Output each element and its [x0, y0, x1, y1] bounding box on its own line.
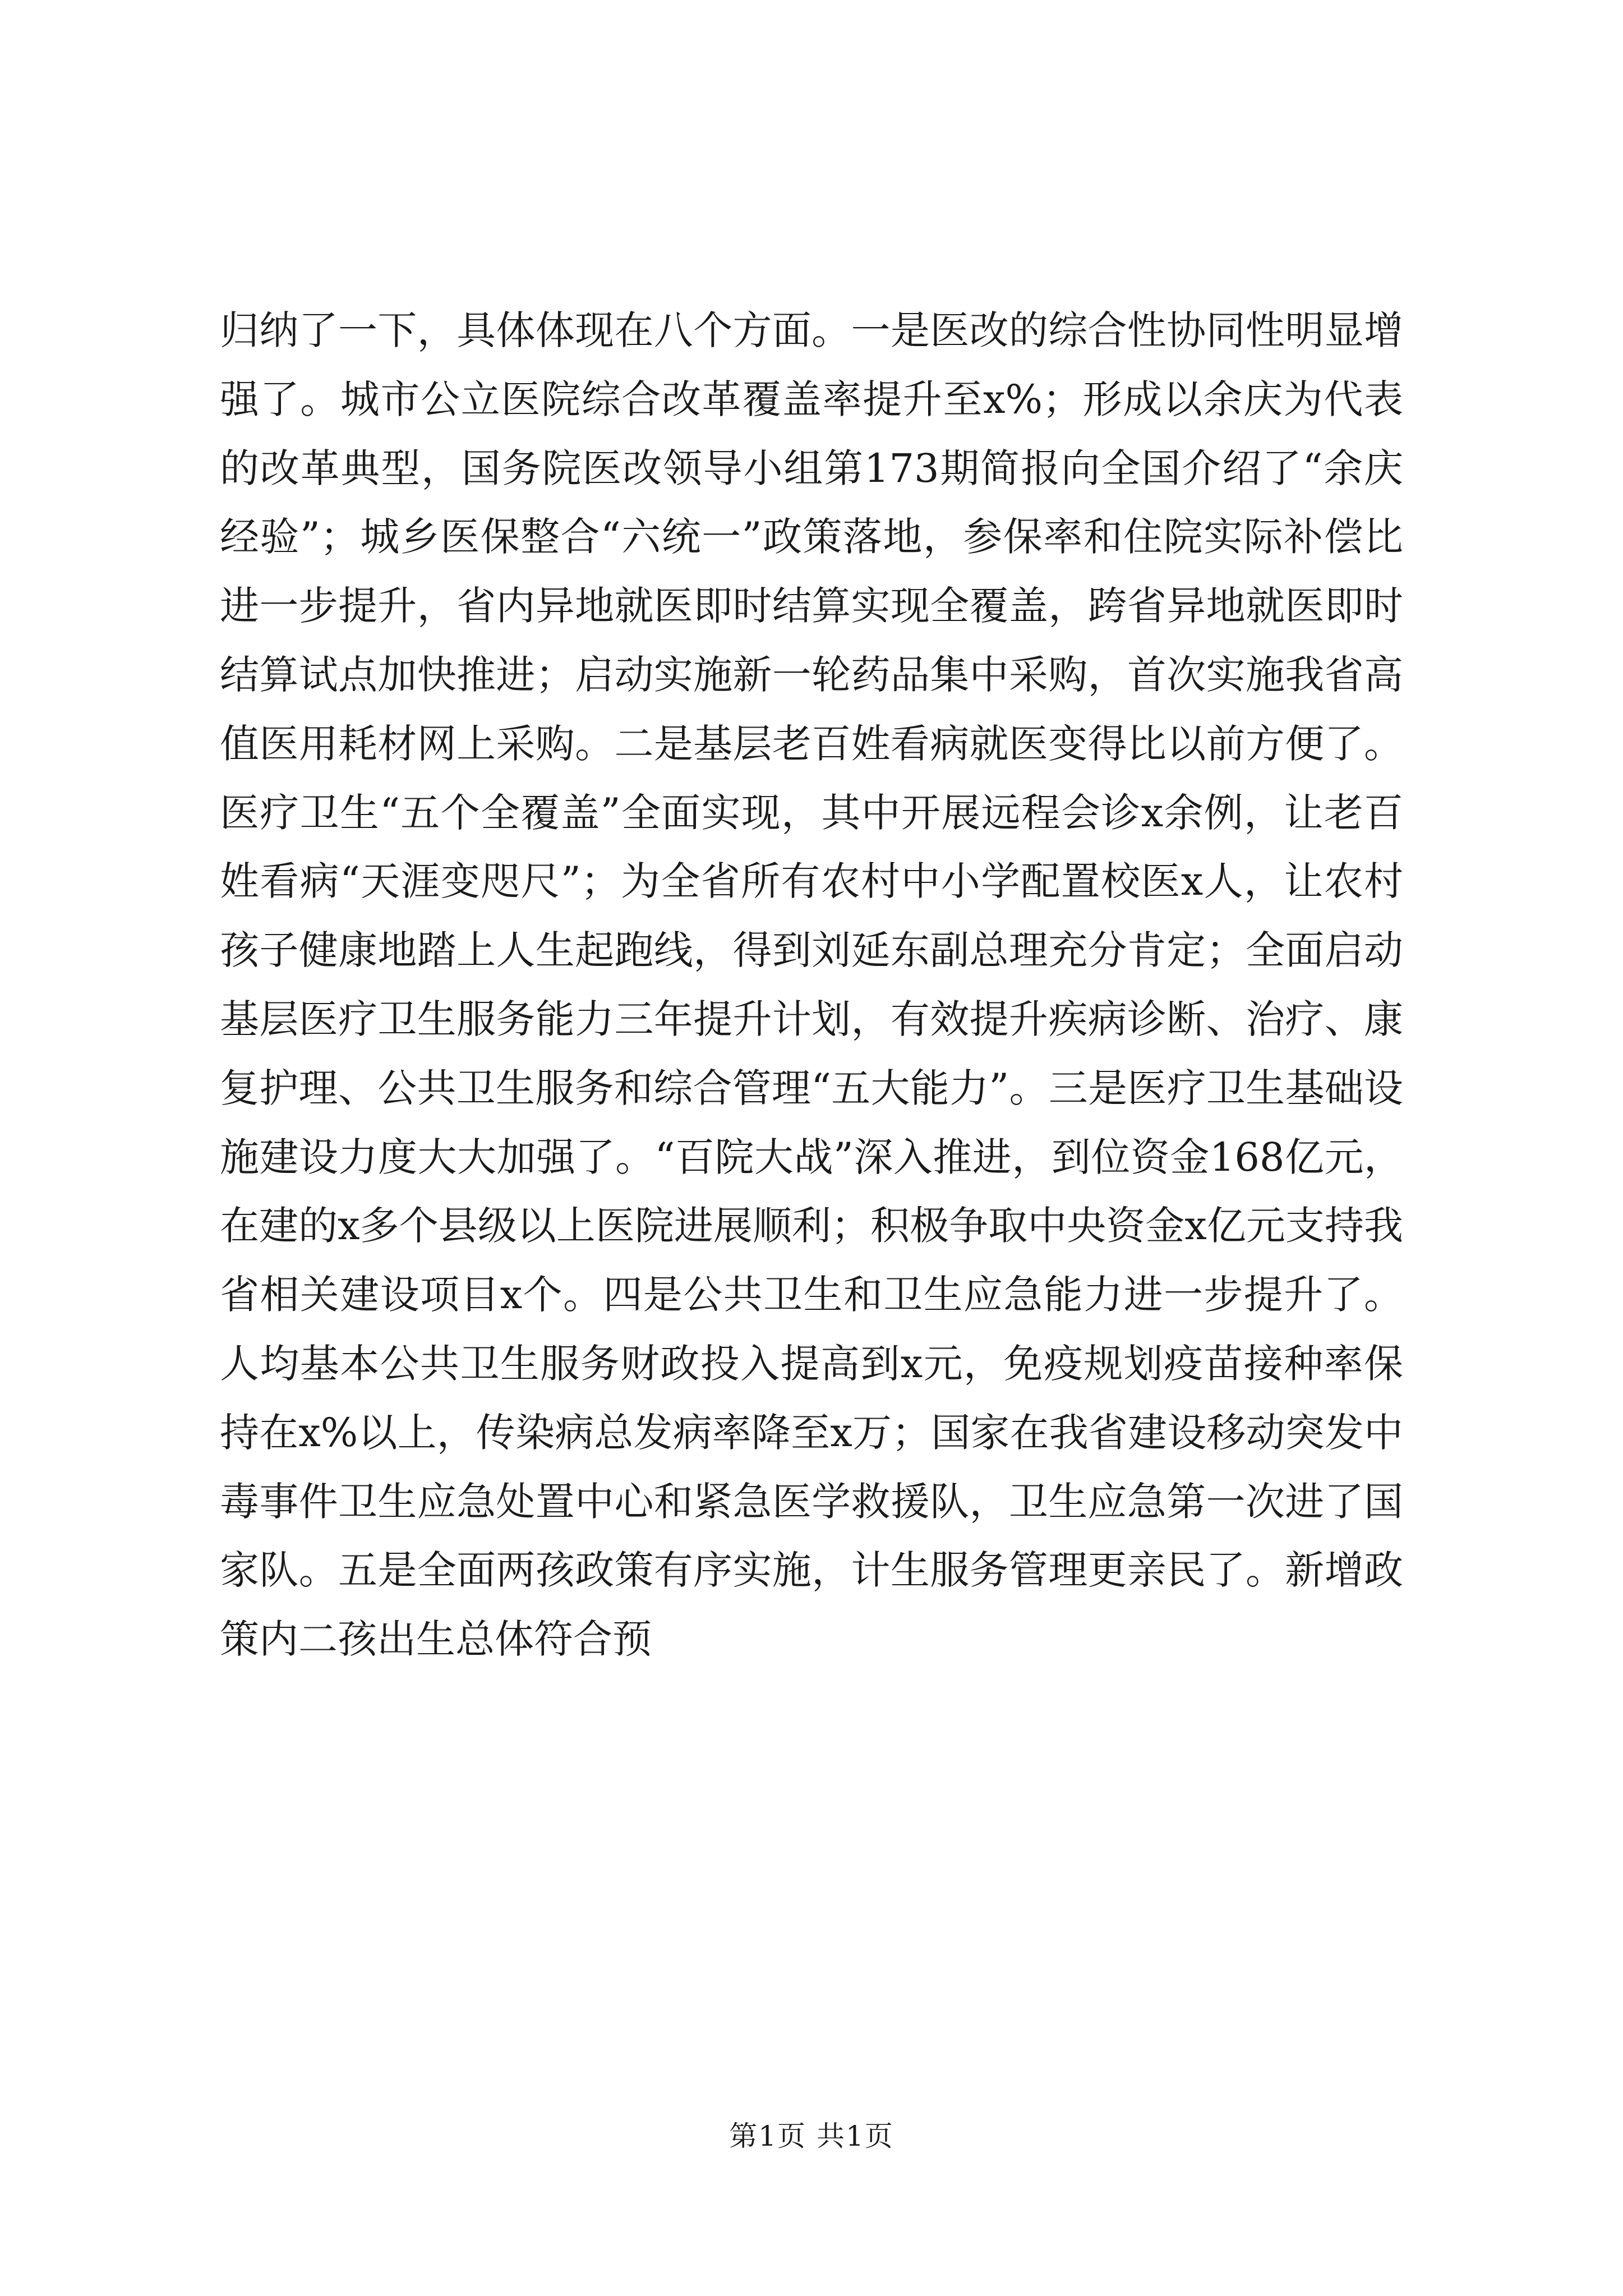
page-footer: 第1页 共1页 [729, 2120, 894, 2152]
body-paragraph: 归纳了一下，具体体现在八个方面。一是医改的综合性协同性明显增强了。城市公立医院综合改革覆盖率提升至x%；形成以余庆为代表的改革典型，国务院医改领导小组第173期简报向全国介绍了“余庆经验”；城乡医保整合“六统一”政策落地，参保率和住院实际补偿比进一步提升，省内异地就医即时结算实现全覆盖，跨省异地就医即时结算试点加快推进；启动实施新一轮药品集中采购，首次实施我省高值医用耗材网上采购。二是基层老百姓看病就医变得比以前方便了。医疗卫生“五个全覆盖”全面实现，其中开展远程会诊x余例，让老百姓看病“天涯变咫尺”；为全省所有农村中小学配置校医x人，让农村孩子健康地踏上人生起跑线，得到刘延东副总理充分肯定；全面启动基层医疗卫生服务能力三年提升计划，有效提升疾病诊断、治疗、康复护理、公共卫生服务和综合管理“五大能力”。三是医疗卫生基础设施建设力度大大加强了。“百院大战”深入推进，到位资金168亿元，在建的x多个县级以上医院进展顺利；积极争取中央资金x亿元支持我省相关建设项目x个。四是公共卫生和卫生应急能力进一步提升了。人均基本公共卫生服务财政投入提高到x元，免疫规划疫苗接种率保持在x%以上，传染病总发病率降至x万；国家在我省建设移动突发中毒事件卫生应急处置中心和紧急医学救援队，卫生应急第一次进了国家队。五是全面两孩政策有序实施，计生服务管理更亲民了。新增政策内二孩出生总体符合预 [220, 307, 1403, 1663]
